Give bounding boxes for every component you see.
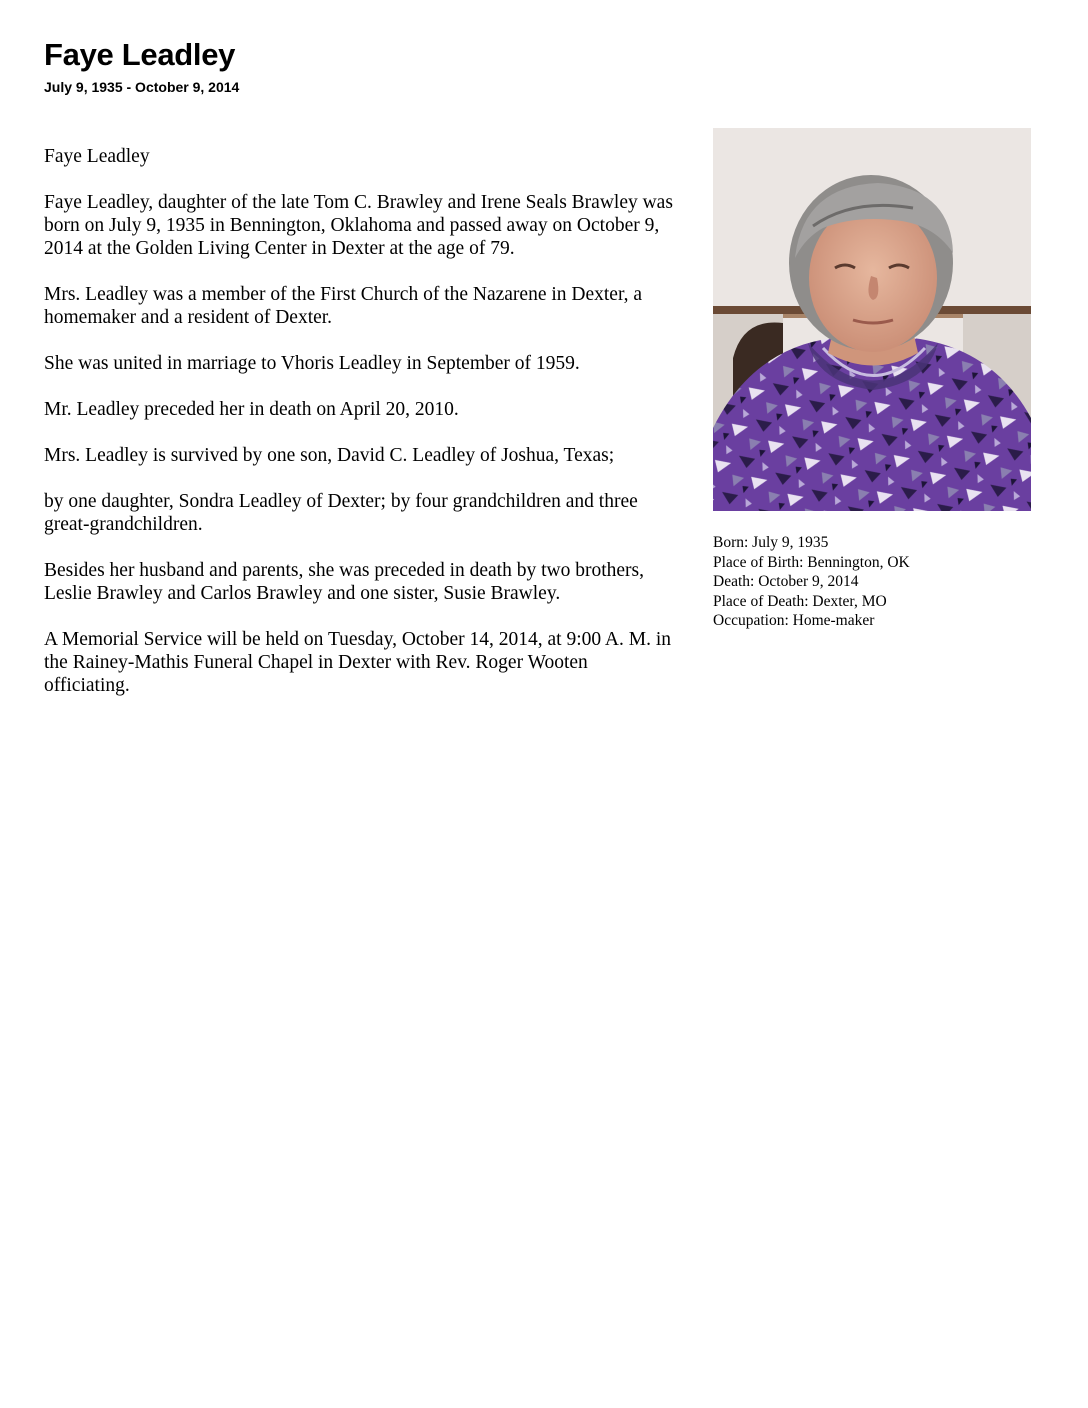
obituary-paragraph: Mrs. Leadley was a member of the First Church of the Nazarene in Dexter, a homemaker and a resident of Dexter. [44,284,643,328]
page-title: Faye Leadley [44,37,236,72]
occupation-fact: Occupation: Home-maker [713,612,875,629]
obituary-paragraph: Mrs. Leadley is survived by one son, David C. Leadley of Joshua, Texas; [44,445,615,466]
obituary-header [44,36,744,96]
portrait-illustration [713,128,1031,511]
obituary-paragraph: She was united in marriage to Vhoris Leadley in September of 1959. [44,353,580,374]
obituary-text [44,145,674,720]
place-of-death-fact: Place of Death: Dexter, MO [713,592,887,610]
life-dates: July 9, 1935 - October 9, 2014 [44,79,240,95]
portrait-photo [713,128,1031,511]
vital-facts [713,533,1053,631]
death-fact: Death: October 9, 2014 [713,573,859,590]
born-fact: Born: July 9, 1935 [713,534,829,551]
obituary-paragraph: Mr. Leadley preceded her in death on April 20, 2010. [44,399,459,420]
obituary-paragraph: by one daughter, Sondra Leadley of Dexter; by four grandchildren and three great-grandchildren. [44,491,638,535]
place-of-birth-fact: Place of Birth: Bennington, OK [713,553,910,571]
obituary-paragraph: Faye Leadley [44,146,150,167]
obituary-paragraph: Besides her husband and parents, she was preceded in death by two brothers, Leslie Brawley and Carlos Brawley and one sister, Susie Brawley. [44,560,644,604]
obituary-paragraph: Faye Leadley, daughter of the late Tom C. Brawley and Irene Seals Brawley was born on July 9, 1935 in Bennington, Oklahoma and passed away on October 9, 2014 at the Golden Living Center in Dexter at the age of 79. [44,192,673,259]
obituary-paragraph: A Memorial Service will be held on Tuesday, October 14, 2014, at 9:00 A. M. in the Rainey-Mathis Funeral Chapel in Dexter with Rev. Roger Wooten officiating. [44,629,671,696]
